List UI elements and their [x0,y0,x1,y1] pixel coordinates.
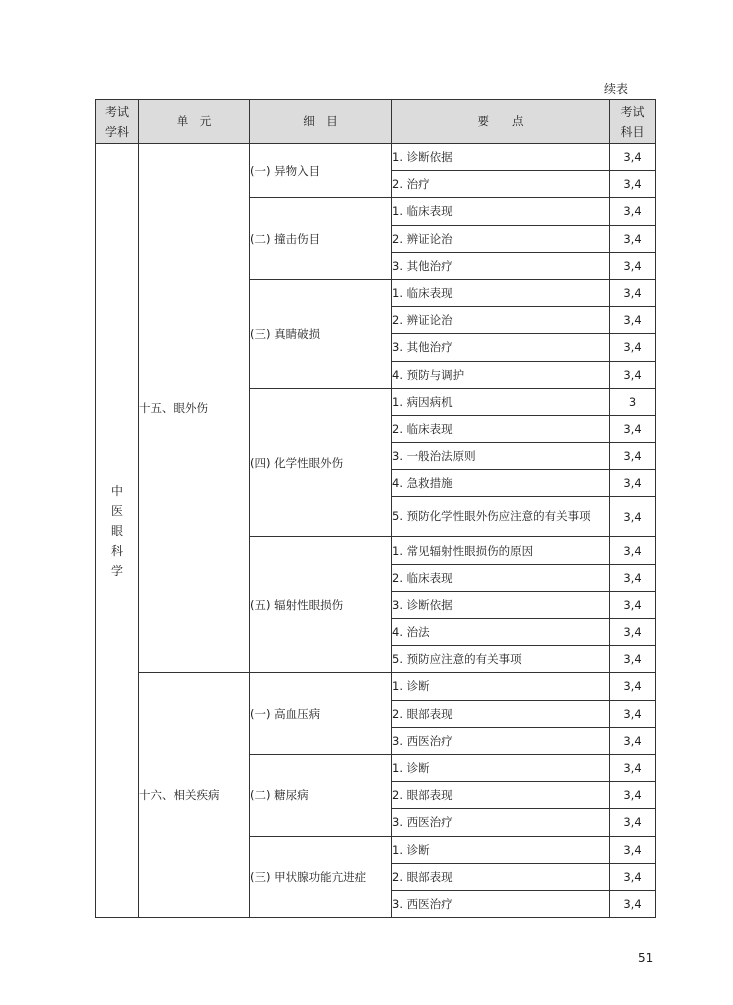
exam-cell: 3,4 [610,537,656,564]
table-body [96,144,656,918]
point-cell: 1. 病因病机 [392,388,610,415]
exam-cell: 3,4 [610,782,656,809]
point-cell: 2. 眼部表现 [392,782,610,809]
point-cell: 1. 诊断依据 [392,144,610,171]
point-cell: 4. 预防与调护 [392,361,610,388]
point-cell: 2. 辨证论治 [392,307,610,334]
exam-cell: 3,4 [610,619,656,646]
subject-cell: 中医眼科学 [96,144,139,918]
exam-cell: 3,4 [610,470,656,497]
exam-cell: 3,4 [610,564,656,591]
continued-label: 续表 [604,82,629,96]
exam-cell: 3,4 [610,836,656,863]
exam-cell: 3,4 [610,591,656,618]
point-cell: 3. 一般治法原则 [392,443,610,470]
table-row [96,144,656,171]
point-cell: 1. 临床表现 [392,279,610,306]
detail-cell: (二) 糖尿病 [250,754,392,836]
exam-cell: 3,4 [610,198,656,225]
point-cell: 3. 西医治疗 [392,809,610,836]
point-cell: 2. 临床表现 [392,564,610,591]
point-cell: 2. 治疗 [392,171,610,198]
point-cell: 1. 临床表现 [392,198,610,225]
exam-cell: 3,4 [610,334,656,361]
header-subject: 考试学科 [96,100,139,144]
detail-cell: (五) 辐射性眼损伤 [250,537,392,673]
point-cell: 2. 辨证论治 [392,225,610,252]
exam-cell: 3,4 [610,171,656,198]
detail-cell: (三) 甲状腺功能亢进症 [250,836,392,918]
exam-cell: 3,4 [610,863,656,890]
exam-cell: 3,4 [610,415,656,442]
header-points: 要 点 [392,100,610,144]
header-exam: 考试科目 [610,100,656,144]
exam-cell: 3,4 [610,144,656,171]
exam-cell: 3,4 [610,700,656,727]
header-unit: 单 元 [139,100,250,144]
point-cell: 4. 治法 [392,619,610,646]
point-cell: 1. 诊断 [392,754,610,781]
exam-cell: 3,4 [610,727,656,754]
table-header-row [96,100,656,144]
header-detail: 细 目 [250,100,392,144]
exam-cell: 3,4 [610,673,656,700]
exam-cell: 3,4 [610,252,656,279]
exam-cell: 3,4 [610,809,656,836]
exam-cell: 3,4 [610,307,656,334]
point-cell: 3. 其他治疗 [392,252,610,279]
exam-cell: 3,4 [610,443,656,470]
exam-cell: 3,4 [610,890,656,917]
point-cell: 2. 临床表现 [392,415,610,442]
detail-cell: (一) 高血压病 [250,673,392,755]
point-cell: 1. 常见辐射性眼损伤的原因 [392,537,610,564]
exam-cell: 3,4 [610,754,656,781]
detail-cell: (二) 撞击伤目 [250,198,392,280]
point-cell: 3. 西医治疗 [392,727,610,754]
point-cell: 1. 诊断 [392,673,610,700]
exam-cell: 3,4 [610,361,656,388]
point-cell: 3. 西医治疗 [392,890,610,917]
exam-cell: 3 [610,388,656,415]
unit-cell: 十六、相关疾病 [139,673,250,918]
exam-cell: 3,4 [610,225,656,252]
point-cell: 5. 预防化学性眼外伤应注意的有关事项 [392,497,610,537]
page-number: 51 [638,951,654,965]
detail-cell: (一) 异物入目 [250,144,392,198]
point-cell: 1. 诊断 [392,836,610,863]
point-cell: 3. 其他治疗 [392,334,610,361]
point-cell: 3. 诊断依据 [392,591,610,618]
detail-cell: (四) 化学性眼外伤 [250,388,392,537]
exam-cell: 3,4 [610,279,656,306]
point-cell: 2. 眼部表现 [392,700,610,727]
point-cell: 4. 急救措施 [392,470,610,497]
exam-cell: 3,4 [610,646,656,673]
detail-cell: (三) 真睛破损 [250,279,392,388]
syllabus-table [95,99,656,918]
unit-cell: 十五、眼外伤 [139,144,250,673]
table-row [96,673,656,700]
point-cell: 2. 眼部表现 [392,863,610,890]
exam-cell: 3,4 [610,497,656,537]
point-cell: 5. 预防应注意的有关事项 [392,646,610,673]
